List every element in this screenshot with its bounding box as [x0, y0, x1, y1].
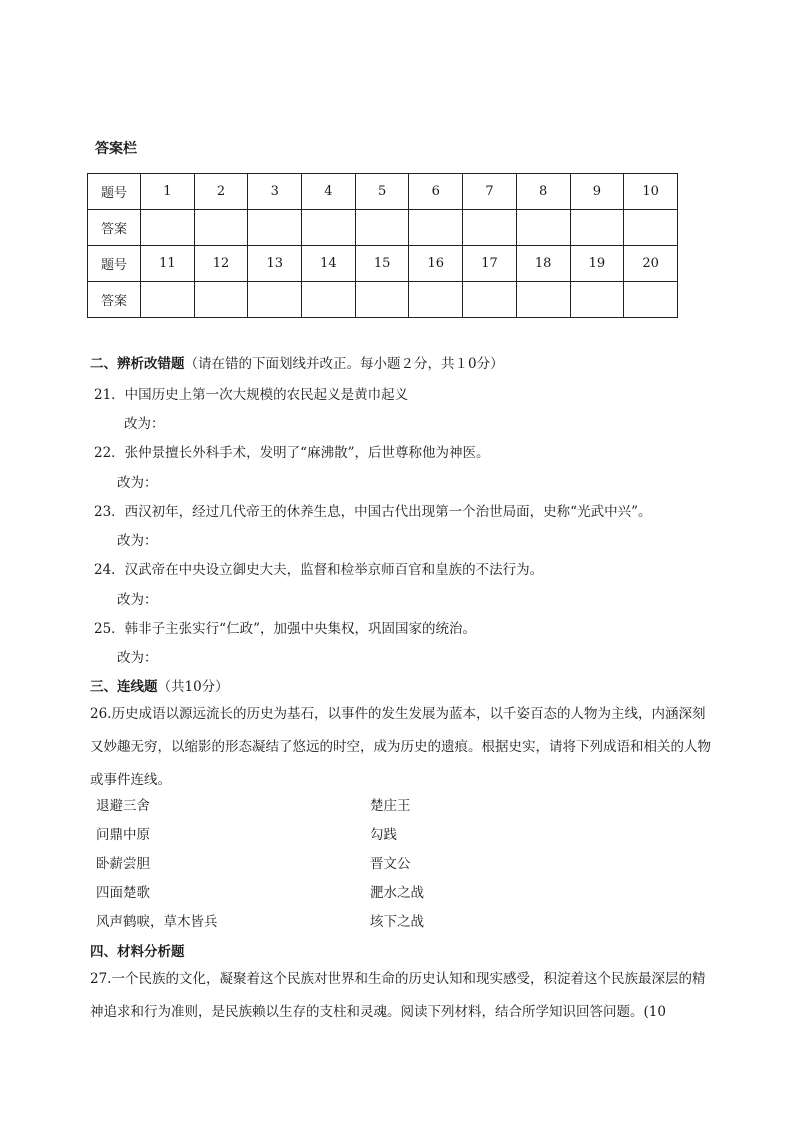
- answer-cell: [194, 210, 248, 246]
- question-number-cell: 7: [463, 174, 517, 210]
- answer-table-row: [88, 282, 678, 318]
- question-number-cell: 9: [570, 174, 624, 210]
- row-header-cell: 题号: [88, 174, 141, 210]
- answer-table-row: [88, 174, 678, 210]
- answer-cell: [302, 210, 356, 246]
- answer-table-row: [88, 246, 678, 282]
- question-number-cell: 1: [141, 174, 195, 210]
- answer-cell: [409, 282, 463, 318]
- section3-title: 三、连线题: [90, 679, 158, 695]
- answer-table: [87, 173, 678, 318]
- answer-cell: [624, 210, 678, 246]
- question-number-cell: 10: [624, 174, 678, 210]
- answer-cell: [248, 282, 302, 318]
- section2-title: 二、辨析改错题: [90, 356, 185, 372]
- correction-label-23: 改为：: [117, 533, 158, 549]
- answer-cell: [141, 210, 195, 246]
- match-item: 垓下之战: [370, 914, 424, 930]
- question-number-cell: 19: [570, 246, 624, 282]
- question-number-cell: 11: [141, 246, 195, 282]
- question-number-cell: 13: [248, 246, 302, 282]
- answer-cell: [355, 282, 409, 318]
- answer-cell: [248, 210, 302, 246]
- question-number-cell: 15: [355, 246, 409, 282]
- section3-note: （共10分）: [157, 679, 229, 695]
- row-header-cell: 答案: [88, 282, 141, 318]
- question-number-cell: 12: [194, 246, 248, 282]
- question-number-cell: 2: [194, 174, 248, 210]
- question-number-cell: 3: [248, 174, 302, 210]
- answer-cell: [355, 210, 409, 246]
- question-number-cell: 4: [302, 174, 356, 210]
- idiom-item: 风声鹤唳，草木皆兵: [96, 914, 218, 930]
- answer-cell: [624, 282, 678, 318]
- question-number-cell: 8: [516, 174, 570, 210]
- question-number-cell: 6: [409, 174, 463, 210]
- question-25: 25．韩非子主张实行“仁政”，加强中央集权，巩固国家的统治。: [94, 621, 476, 637]
- section2-note: （请在错的下面划线并改正。每小题２分，共１0分）: [184, 356, 504, 372]
- question-number-cell: 14: [302, 246, 356, 282]
- question-number-cell: 20: [624, 246, 678, 282]
- question-26-text: 26.历史成语以源远流长的历史为基石，以事件的发生发展为蓝本，以千姿百态的人物为主线，内涵深刻又妙趣无穷，以缩影的形态凝结了悠远的时空，成为历史的遗痕。根据史实，请将下列成语和相关的人物或事件连线。: [90, 706, 711, 788]
- match-item: 楚庄王: [370, 798, 411, 814]
- idiom-item: 退避三舍: [96, 798, 150, 814]
- answer-cell: [516, 210, 570, 246]
- match-item: 晋文公: [370, 856, 411, 872]
- row-header-cell: 题号: [88, 246, 141, 282]
- section2-heading: [90, 352, 504, 372]
- question-number-cell: 5: [355, 174, 409, 210]
- question-21: 21．中国历史上第一次大规模的农民起义是黄巾起义: [94, 387, 409, 403]
- match-item: 淝水之战: [370, 885, 424, 901]
- answer-cell: [463, 210, 517, 246]
- answer-section-title: 答案栏: [95, 141, 137, 157]
- answer-cell: [570, 282, 624, 318]
- answer-cell: [409, 210, 463, 246]
- question-number-cell: 18: [516, 246, 570, 282]
- answer-cell: [302, 282, 356, 318]
- correction-label-21: 改为：: [124, 416, 165, 432]
- correction-label-24: 改为：: [117, 592, 158, 608]
- correction-label-22: 改为：: [117, 475, 158, 491]
- idiom-item: 四面楚歌: [96, 885, 150, 901]
- question-22: 22．张仲景擅长外科手术，发明了“麻沸散”，后世尊称他为神医。: [94, 445, 490, 461]
- correction-label-25: 改为：: [117, 650, 158, 666]
- row-header-cell: 答案: [88, 210, 141, 246]
- idiom-item: 问鼎中原: [96, 827, 150, 843]
- answer-cell: [194, 282, 248, 318]
- answer-cell: [463, 282, 517, 318]
- section3-heading: [90, 675, 229, 695]
- question-27-text: 27.一个民族的文化，凝聚着这个民族对世界和生命的历史认知和现实感受，积淀着这个民族最深层的精神追求和行为准则，是民族赖以生存的支柱和灵魂。阅读下列材料，结合所学知识回答问题。(10: [90, 971, 706, 1020]
- section4-title: 四、材料分析题: [90, 944, 185, 960]
- question-number-cell: 17: [463, 246, 517, 282]
- answer-table-row: [88, 210, 678, 246]
- answer-cell: [570, 210, 624, 246]
- match-item: 勾践: [370, 827, 397, 843]
- question-23: 23．西汉初年，经过几代帝王的休养生息，中国古代出现第一个治世局面，史称“光武中兴”。: [94, 504, 652, 520]
- idiom-item: 卧薪尝胆: [96, 856, 150, 872]
- answer-cell: [141, 282, 195, 318]
- answer-cell: [516, 282, 570, 318]
- question-24: 24．汉武帝在中央设立御史大夫，监督和检举京师百官和皇族的不法行为。: [94, 562, 544, 578]
- question-number-cell: 16: [409, 246, 463, 282]
